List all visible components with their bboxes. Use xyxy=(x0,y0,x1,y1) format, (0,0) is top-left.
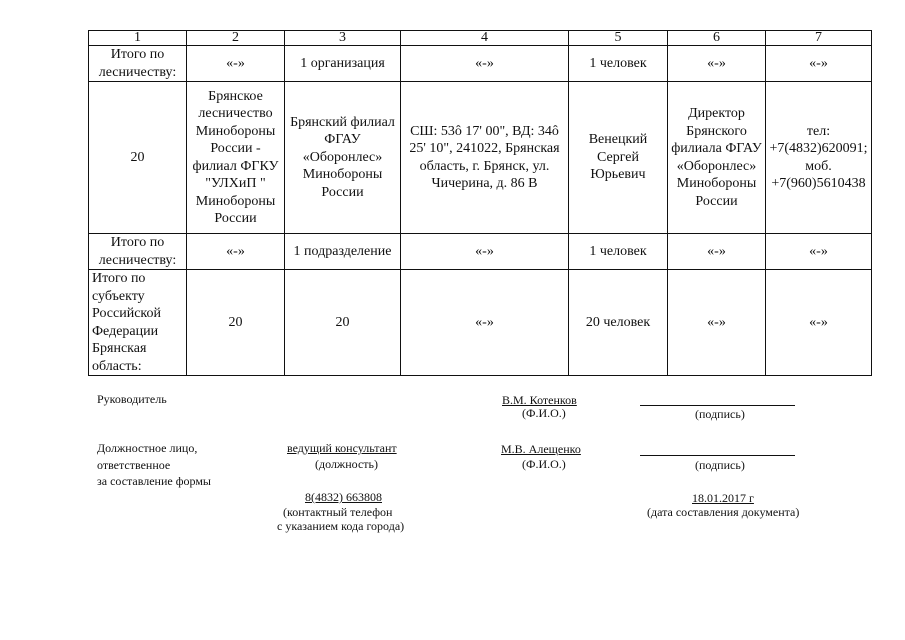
table-cell: «-» xyxy=(766,234,872,270)
contact-phone-number: 8(4832) 663808 xyxy=(305,490,382,504)
table-cell: «-» xyxy=(401,46,569,82)
table-cell: 1 человек xyxy=(569,46,668,82)
col-number-4: 4 xyxy=(401,31,569,46)
contact-person: Венецкий Сергей Юрьевич xyxy=(569,82,668,234)
table-row-forestry-total-1 xyxy=(89,46,872,82)
col-number-1: 1 xyxy=(89,31,187,46)
official-name: М.В. Алещенко xyxy=(501,442,581,456)
table-cell: «-» xyxy=(187,234,285,270)
head-fio-caption: (Ф.И.О.) xyxy=(522,406,566,420)
official-signature-line xyxy=(640,455,795,456)
col-number-7: 7 xyxy=(766,31,872,46)
contact-position: Директор Брянского филиала ФГАУ «Оборонлес» Минобороны России xyxy=(668,82,766,234)
table-cell: 20 человек xyxy=(569,270,668,376)
table-row-20 xyxy=(89,82,872,234)
col-number-6: 6 xyxy=(668,31,766,46)
official-label-line-3: за составление формы xyxy=(97,474,211,488)
official-signature-caption: (подпись) xyxy=(695,458,745,472)
official-position: ведущий консультант xyxy=(287,441,397,455)
address: СШ: 53ô 17' 00", ВД: 34ô 25' 10", 241022, Брянская область, г. Брянск, ул. Чичерина, д. 86 В xyxy=(401,82,569,234)
head-name: В.М. Котенков xyxy=(502,393,577,407)
col-number-5: 5 xyxy=(569,31,668,46)
head-signature-line xyxy=(640,405,795,406)
table-row-forestry-total-2 xyxy=(89,234,872,270)
table-row-subject-total xyxy=(89,270,872,376)
row-number: 20 xyxy=(89,82,187,234)
head-signature-caption: (подпись) xyxy=(695,407,745,421)
official-label-line-1: Должностное лицо, xyxy=(97,441,198,455)
position-caption: (должность) xyxy=(315,457,378,471)
row-label: Итого по лесничеству: xyxy=(89,234,187,270)
table-cell: «-» xyxy=(401,270,569,376)
table-cell: «-» xyxy=(668,46,766,82)
table-cell: 1 подразделение xyxy=(285,234,401,270)
col-number-2: 2 xyxy=(187,31,285,46)
table-cell: «-» xyxy=(401,234,569,270)
table-cell: «-» xyxy=(668,270,766,376)
date-caption: (дата составления документа) xyxy=(647,505,800,519)
document-date: 18.01.2017 г xyxy=(692,491,754,505)
table-cell: 1 человек xyxy=(569,234,668,270)
table-cell: «-» xyxy=(668,234,766,270)
row-label: Итого по субъекту Российской Федерации Брянская область: xyxy=(89,270,187,376)
official-label-line-2: ответственное xyxy=(97,458,171,472)
header-row xyxy=(89,31,872,46)
phone-caption-line-1: (контактный телефон xyxy=(283,505,393,519)
table-cell: «-» xyxy=(187,46,285,82)
official-fio-caption: (Ф.И.О.) xyxy=(522,457,566,471)
head-label: Руководитель xyxy=(97,392,167,406)
organization-name: Брянский филиал ФГАУ «Оборонлес» Минобороны России xyxy=(285,82,401,234)
forestry-table xyxy=(88,30,872,376)
table-cell: «-» xyxy=(766,46,872,82)
table-cell: 20 xyxy=(187,270,285,376)
row-label: Итого по лесничеству: xyxy=(89,46,187,82)
table-cell: 1 организация xyxy=(285,46,401,82)
forestry-name: Брянское лесничество Минобороны России - филиал ФГКУ "УЛХиП " Минобороны России xyxy=(187,82,285,234)
col-number-3: 3 xyxy=(285,31,401,46)
contact-phone: тел: +7(4832)620091;моб. +7(960)5610438 xyxy=(766,82,872,234)
phone-caption-line-2: с указанием кода города) xyxy=(277,519,405,533)
table-cell: 20 xyxy=(285,270,401,376)
table-cell: «-» xyxy=(766,270,872,376)
